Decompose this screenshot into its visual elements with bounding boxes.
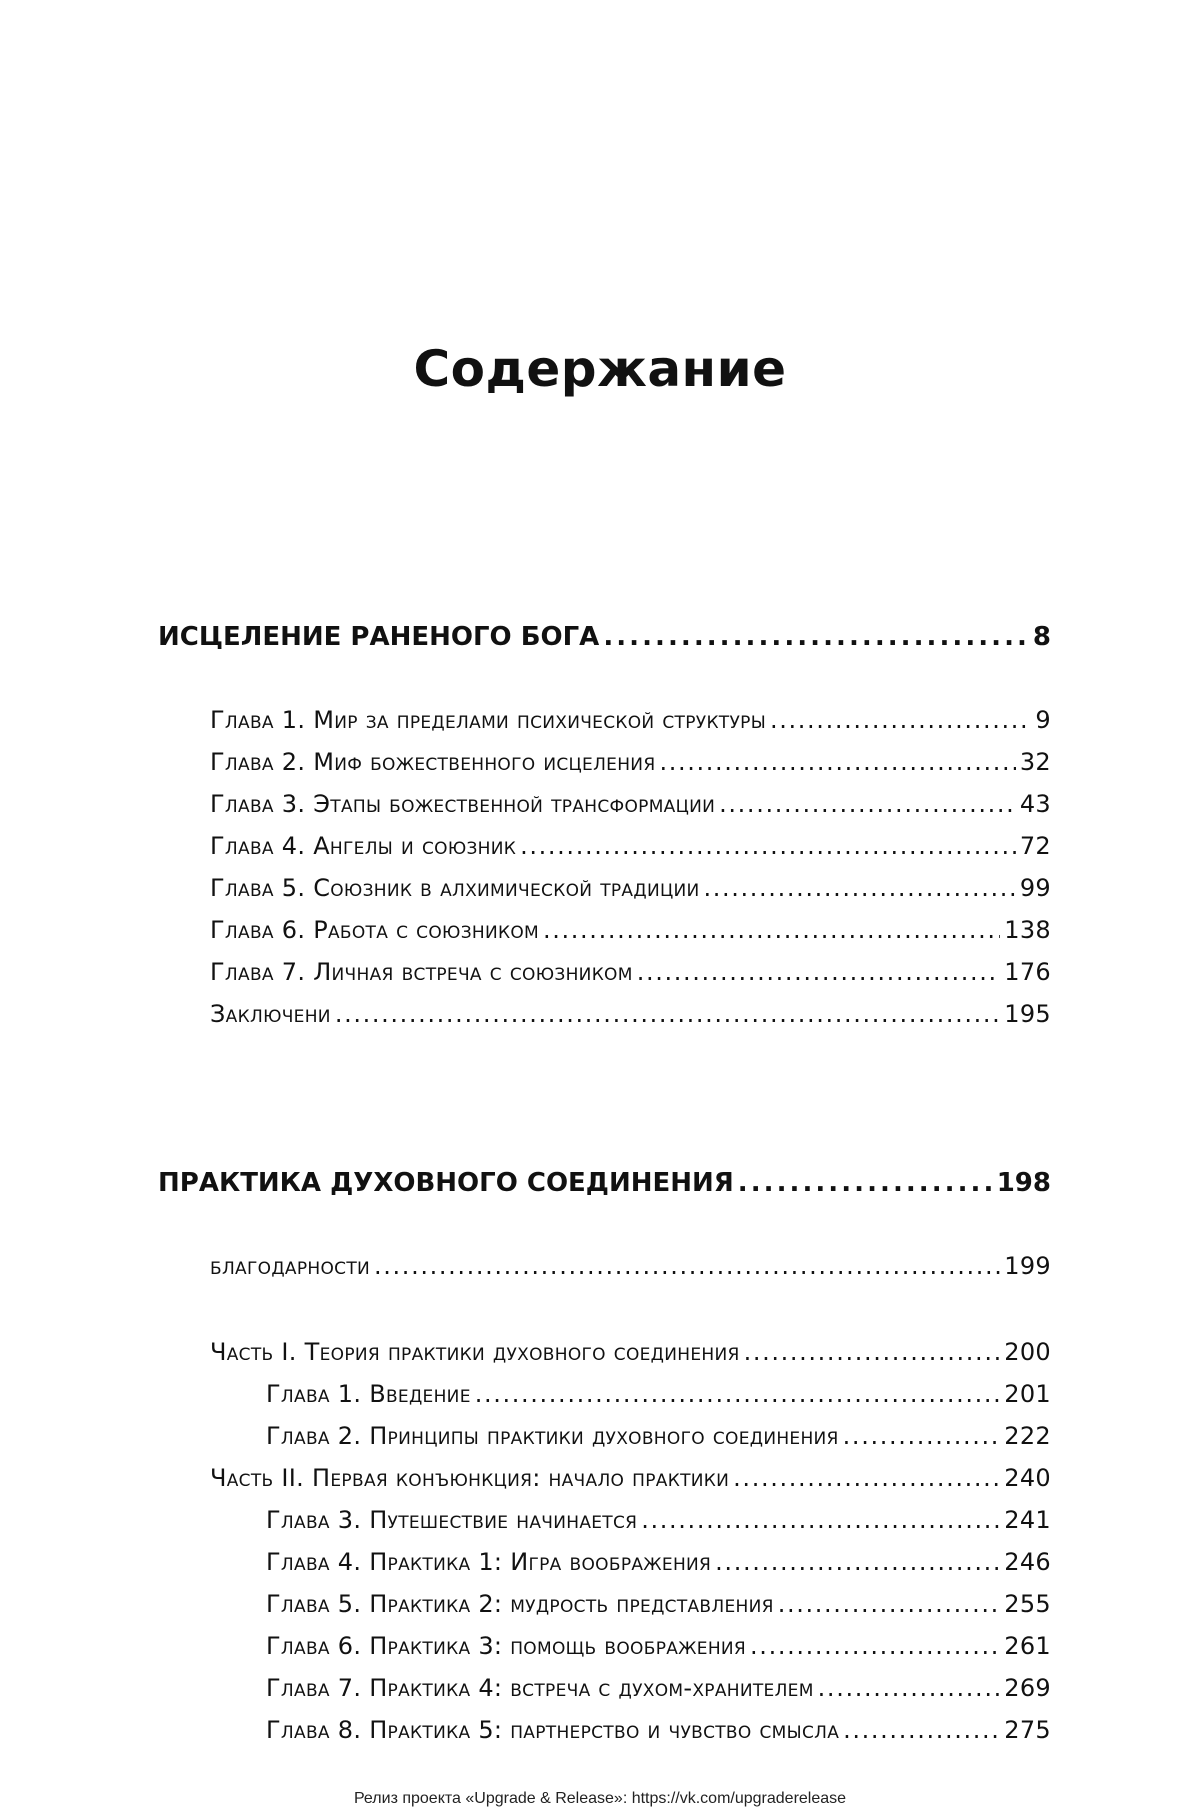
toc-page-number: 275 [1004,1716,1051,1744]
toc-page-number: 255 [1004,1590,1051,1618]
toc-label: Глава 1. Введение [266,1380,471,1408]
toc-page-number: 240 [1004,1464,1051,1492]
toc-chapter-row [266,1506,1051,1534]
toc-label: Заключени [210,1000,331,1028]
toc-chapter-row [266,1716,1051,1744]
dot-leader [719,790,1016,818]
dot-leader [770,706,1031,734]
page-title: Содержание [413,340,787,398]
dot-leader [603,622,1029,652]
toc-page-number: 9 [1035,706,1051,734]
toc-label: Глава 4. Практика 1: Игра воображения [266,1548,712,1576]
toc-acknowledgements-row [210,1252,1051,1280]
toc-label: благодарности [210,1252,371,1280]
toc-page-number: 222 [1004,1422,1051,1450]
dot-leader [843,1422,1001,1450]
toc-chapter-row [210,1000,1051,1028]
toc-chapter-row [266,1590,1051,1618]
toc-label: Глава 7. Личная встреча с союзником [210,958,633,986]
toc-part-row [210,1464,1051,1492]
toc-chapter-row [266,1674,1051,1702]
dot-leader [704,874,1016,902]
toc-label: Часть I. Теория практики духовного соединения [210,1338,740,1366]
toc-chapter-row [266,1380,1051,1408]
toc-page-number: 43 [1019,790,1051,818]
toc-page-number: 138 [1004,916,1051,944]
dot-leader [818,1674,1001,1702]
toc-chapter-row [210,706,1051,734]
toc-label: Глава 3. Этапы божественной трансформации [210,790,716,818]
toc-label: Глава 3. Путешествие начинается [266,1506,638,1534]
dot-leader [543,916,1000,944]
toc-page-number: 198 [996,1168,1051,1198]
dot-leader [637,958,1001,986]
toc-chapter-row [210,874,1051,902]
toc-chapter-row [266,1422,1051,1450]
dot-leader [335,1000,1000,1028]
toc-chapter-row [266,1632,1051,1660]
dot-leader [744,1338,1001,1366]
toc-label: Глава 1. Мир за пределами психической структуры [210,706,767,734]
toc-part-spiritual-union-practice [158,1168,1051,1198]
toc-page-number: 32 [1019,748,1051,776]
dot-leader [738,1168,993,1198]
toc-page-number: 176 [1004,958,1051,986]
toc-chapter-row [210,832,1051,860]
toc-chapter-row [210,790,1051,818]
dot-leader [733,1464,1000,1492]
toc-chapter-row [210,748,1051,776]
toc-page-number: 246 [1004,1548,1051,1576]
toc-page-number: 195 [1004,1000,1051,1028]
toc-page-number: 261 [1004,1632,1051,1660]
toc-label: Глава 2. Принципы практики духовного соединения [266,1422,839,1450]
dot-leader [715,1548,1000,1576]
toc-label: Глава 4. Ангелы и союзник [210,832,517,860]
toc-page-number: 269 [1004,1674,1051,1702]
toc-label: Глава 7. Практика 4: встреча с духом-хранителем [266,1674,814,1702]
toc-label: Глава 8. Практика 5: партнерство и чувство смысла [266,1716,840,1744]
toc-page-number: 99 [1019,874,1051,902]
release-footer-note: Релиз проекта «Upgrade & Release»: https://vk.com/upgraderelease [353,1790,847,1807]
toc-chapter-row [210,916,1051,944]
toc-chapter-row [210,958,1051,986]
dot-leader [843,1716,1000,1744]
toc-label: ИСЦЕЛЕНИЕ РАНЕНОГО БОГА [158,622,600,652]
toc-page-number: 200 [1004,1338,1051,1366]
dot-leader [520,832,1016,860]
toc-chapter-row [266,1548,1051,1576]
dot-leader [778,1590,1001,1618]
dot-leader [475,1380,1001,1408]
toc-page-number: 8 [1032,622,1051,652]
toc-part-row [210,1338,1051,1366]
toc-label: Глава 5. Практика 2: мудрость представления [266,1590,774,1618]
toc-page-number: 199 [1004,1252,1051,1280]
toc-label: Часть II. Первая конъюнкция: начало практики [210,1464,730,1492]
toc-label: Глава 2. Миф божественного исцеления [210,748,656,776]
toc-page-number: 241 [1004,1506,1051,1534]
toc-page-number: 201 [1004,1380,1051,1408]
dot-leader [659,748,1015,776]
dot-leader [374,1252,1000,1280]
toc-label: Глава 5. Союзник в алхимической традиции [210,874,700,902]
toc-label: Глава 6. Практика 3: помощь воображения [266,1632,747,1660]
toc-label: Глава 6. Работа с союзником [210,916,540,944]
toc-page-number: 72 [1019,832,1051,860]
toc-label: ПРАКТИКА ДУХОВНОГО СОЕДИНЕНИЯ [158,1168,734,1198]
dot-leader [641,1506,1000,1534]
dot-leader [750,1632,1000,1660]
toc-part-healing-wounded-god [158,622,1051,652]
